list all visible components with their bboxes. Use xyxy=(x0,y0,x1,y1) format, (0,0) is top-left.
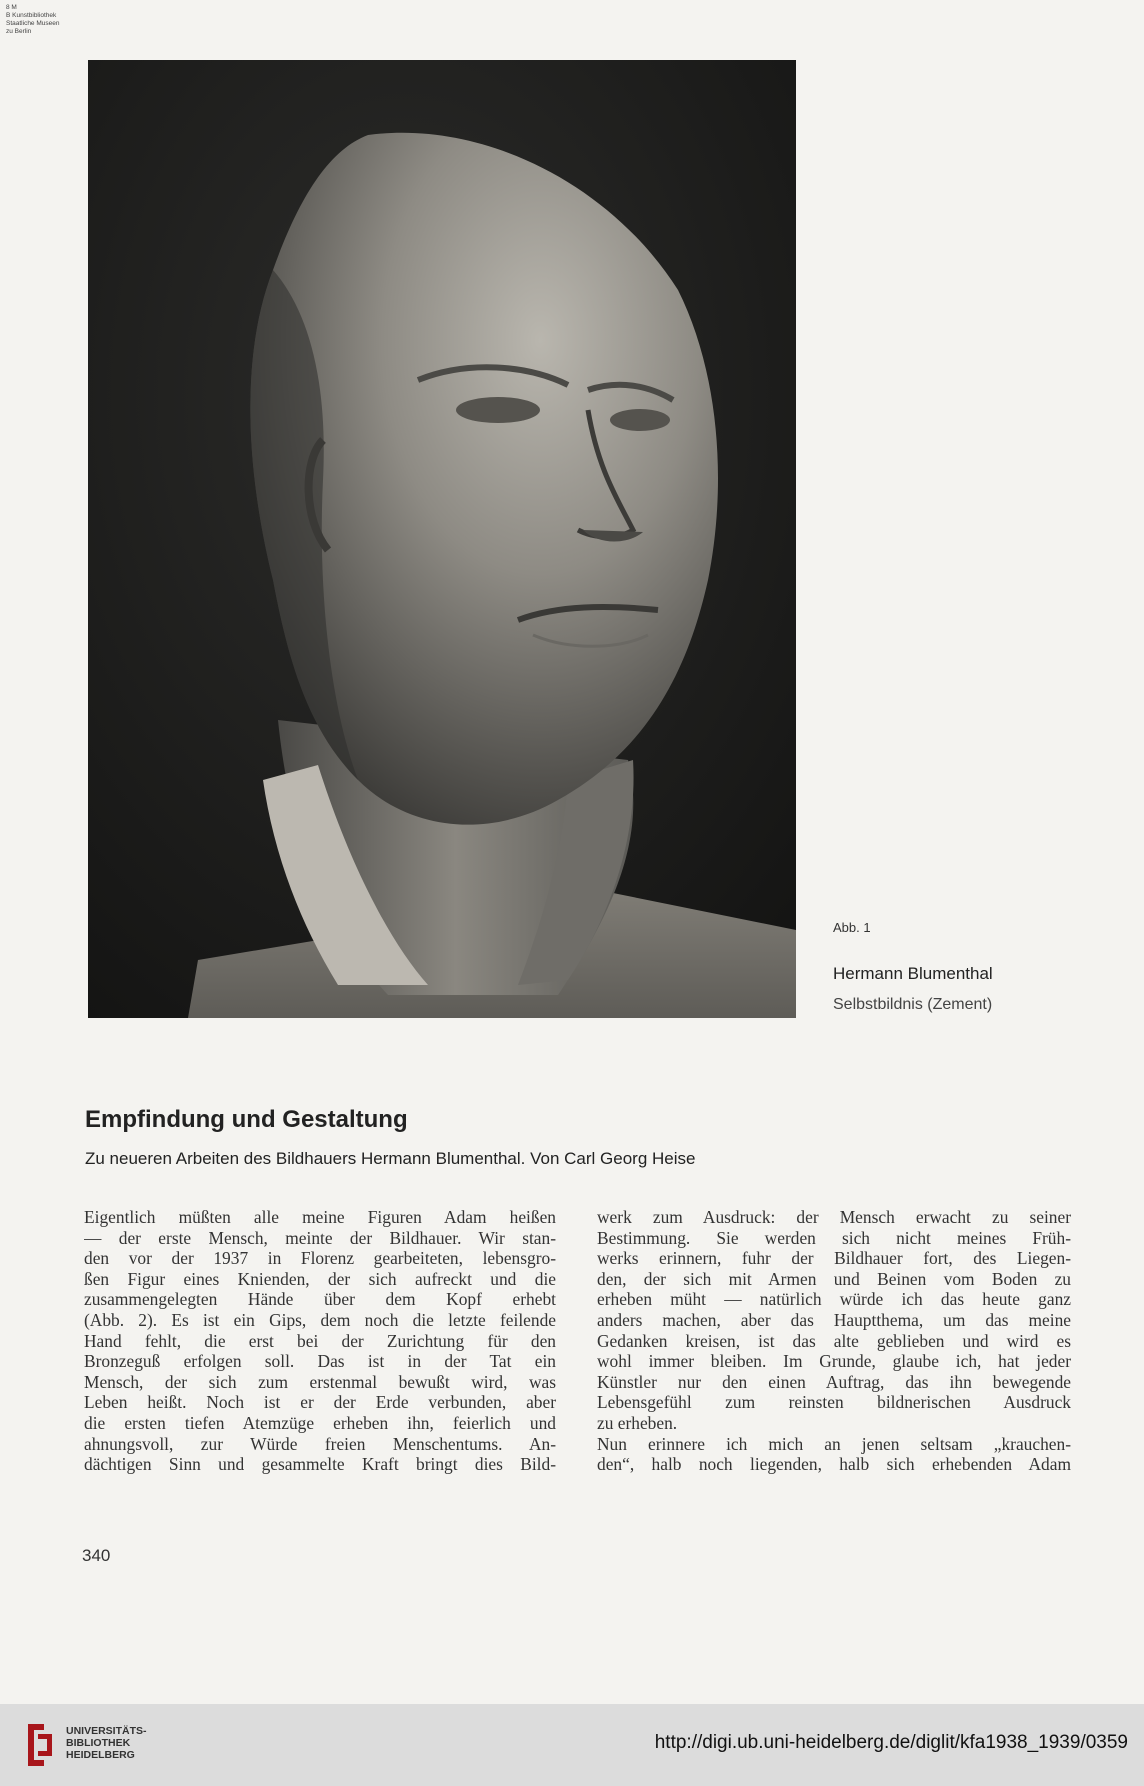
text-line: — der erste Mensch, meinte der Bildhauer. Wir stan- xyxy=(84,1227,556,1248)
figure-work: Selbstbildnis (Zement) xyxy=(833,996,993,1013)
text-line: den vor der 1937 in Florenz gearbeiteten, lebensgro- xyxy=(84,1248,556,1269)
text-line: ahnungsvoll, zur Würde freien Menschentums. An- xyxy=(84,1433,556,1454)
article-title: Empfindung und Gestaltung xyxy=(85,1106,408,1133)
figure-artist: Hermann Blumenthal xyxy=(833,964,993,983)
text-line: Bronzeguß erfolgen soll. Das ist in der Tat ein xyxy=(84,1351,556,1372)
library-stamp xyxy=(6,4,59,36)
text-column-right xyxy=(597,1207,1071,1475)
text-line: zusammengelegten Hände über dem Kopf erhebt xyxy=(84,1289,556,1310)
library-name-line: HEIDELBERG xyxy=(66,1749,135,1761)
text-line: werks erinnern, fuhr der Bildhauer fort, des Liegen- xyxy=(597,1248,1071,1269)
text-line: ßen Figur eines Knienden, der sich aufreckt und die xyxy=(84,1268,556,1289)
text-line: Gedanken kreisen, ist das alte geblieben und wird es xyxy=(597,1330,1071,1351)
text-line: den“, halb noch liegenden, halb sich erhebenden Adam xyxy=(597,1454,1071,1475)
text-line: Bestimmung. Sie werden sich nicht meines Früh- xyxy=(597,1227,1071,1248)
text-line: wohl immer bleiben. Im Grunde, glaube ich, hat jeder xyxy=(597,1351,1071,1372)
university-library-logo-icon xyxy=(22,1720,56,1770)
text-column-left xyxy=(84,1207,556,1475)
stamp-line: 8 M xyxy=(6,4,17,11)
text-line: anders machen, aber das Hauptthema, um das meine xyxy=(597,1309,1071,1330)
stamp-line: B Kunstbibliothek xyxy=(6,12,57,19)
stamp-line: zu Berlin xyxy=(6,28,32,35)
source-url-link[interactable]: http://digi.ub.uni-heidelberg.de/diglit/kfa1938_1939/0359 xyxy=(654,1732,1128,1753)
text-line: werk zum Ausdruck: der Mensch erwacht zu seiner xyxy=(597,1207,1071,1227)
text-line: Leben heißt. Noch ist er der Erde verbunden, aber xyxy=(84,1392,556,1413)
library-name xyxy=(66,1725,147,1761)
text-line: den, der sich mit Armen und Beinen vom Boden zu xyxy=(597,1268,1071,1289)
text-line: erheben müht — natürlich würde ich das heute ganz xyxy=(597,1289,1071,1310)
text-line: dächtigen Sinn und gesammelte Kraft bringt dies Bild- xyxy=(84,1454,556,1475)
text-line: zu erheben. xyxy=(597,1412,678,1433)
text-line: die ersten tiefen Atemzüge erheben ihn, feierlich und xyxy=(84,1412,556,1433)
library-name-line: BIBLIOTHEK xyxy=(66,1737,131,1749)
text-line: Lebensgefühl zum reinsten bildnerischen Ausdruck xyxy=(597,1392,1071,1413)
text-line: (Abb. 2). Es ist ein Gips, dem noch die letzte feilende xyxy=(84,1309,556,1330)
page-number: 340 xyxy=(82,1546,111,1565)
text-line: Eigentlich müßten alle meine Figuren Adam heißen xyxy=(84,1207,556,1227)
article-subtitle: Zu neueren Arbeiten des Bildhauers Hermann Blumenthal. Von Carl Georg Heise xyxy=(85,1149,696,1168)
stamp-line: Staatliche Museen xyxy=(6,20,60,27)
text-line: Hand fehlt, die erst bei der Zurichtung für den xyxy=(84,1330,556,1351)
library-name-line: UNIVERSITÄTS- xyxy=(66,1725,147,1737)
text-line: Mensch, der sich zum erstenmal bewußt wird, was xyxy=(84,1371,556,1392)
figure-label: Abb. 1 xyxy=(833,920,871,935)
bust-image xyxy=(88,60,796,1018)
text-line: Künstler nur den einen Auftrag, das ihn bewegende xyxy=(597,1371,1071,1392)
text-line: Nun erinnere ich mich an jenen seltsam „krauchen- xyxy=(597,1433,1071,1454)
viewer-footer xyxy=(0,1704,1144,1786)
sculpture-photo xyxy=(88,60,796,1018)
